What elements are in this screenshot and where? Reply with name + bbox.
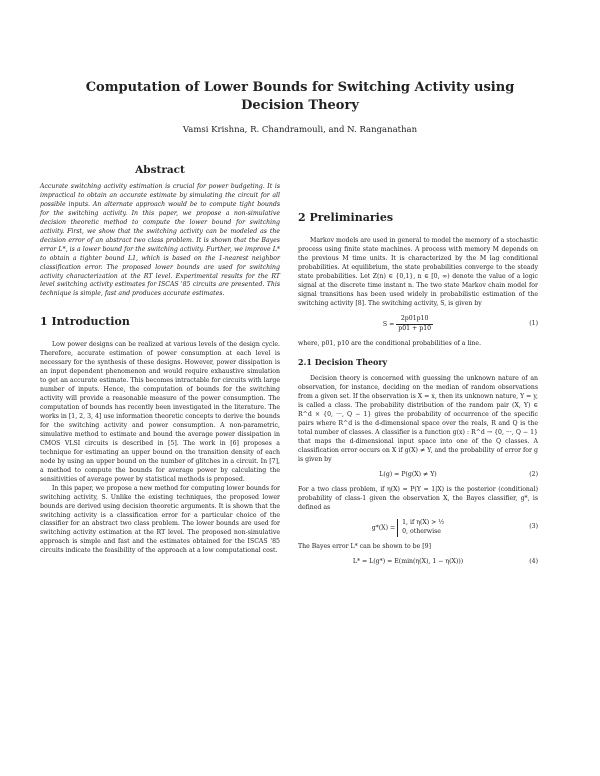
equation-1-lhs: S = [382,320,395,328]
abstract-text: Accurate switching activity estimation is crucial for power budgeting. It is impractical to obtain an accurate estimate by simulating the circuit for all possible inputs. An alternate approach would be to compute tight bounds for the switching activity. In this paper, we propose a non-simulative decision theoretic method to compute the lower bound for switching activity. First, we show that the switching activity can be modeled as the decision error of an abstract two class problem. It is shown that the Bayes error L*, is a lower bound for the switching activity. Further, we improve L* to obtain a tighter bound L1, which is based on the 1-nearest neighbor classification error. The proposed lower bounds are used for switching activity characterization at the RT level. Experimental results for the RT level switching activity estimates for ISCAS '85 circuits are presented. This technique is simple, fast and produces accurate estimates. [40,183,280,298]
equation-1-fraction [396,315,433,334]
equation-2-number: (2) [529,470,538,478]
preliminaries-heading: 2 Preliminaries [298,211,394,224]
equation-1-numerator: 2p01p10 [396,315,433,325]
abstract-section [40,163,280,299]
equation-3-lhs: g*(X) = [371,524,396,532]
equation-1 [298,315,538,334]
introduction-paragraph-1: Low power designs can be realized at various levels of the design cycle. Therefore, accurate estimation of power consumption at each level is necessary for the synthesis of these designs. However, power dissipation is an input dependent phenomenon and would require exhaustive simulation to get an accurate estimate. This becomes intractable for circuits with large number of inputs. Hence, the computation of bounds for the switching activity will provide a reasonable measure of the power consumption. The computation of bounds has recently been investigated in the literature. The works in [1, 2, 3, 4] use information theoretic concepts to derive the bounds for the switching activity and power consumption. A non-parametric, simulative method to estimate and bound the average power dissipation in CMOS VLSI circuits is described in [5]. The work in [6] proposes a technique for estimating an upper bound on the transition density of each node by using an upper bound on the number of glitches in a circuit. In [7], a method to compute the bounds for average power by calculating the sensitivities of average power by statistical methods is proposed. [40,341,280,483]
equation-1-number: (1) [529,319,538,327]
equation-2-body: L(g) = P(g(X) ≠ Y) [379,470,437,478]
introduction-paragraph-2: In this paper, we propose a new method for computing lower bounds for switching activity, S. Unlike the existing techniques, the proposed lower bounds are derived using decision theoretic arguments. It is shown that the switching activity is a classification error for a particular choice of the classifier for an abstract two class problem. The lower bounds are used for switching activity estimation at the RT level. The proposed non-simulative approach is simple and fast and the estimates obtained for the ISCAS '85 circuits indicate the feasibility of the approach at a low computational cost. [40,484,280,555]
equation-4 [298,558,538,567]
equation-1-denominator: p01 + p10 [398,324,432,332]
authors: Vamsi Krishna, R. Chandramouli, and N. Ranganathan [182,125,418,135]
equation-4-number: (4) [529,557,538,565]
right-column [298,179,538,573]
decision-theory-paragraph-1: Decision theory is concerned with guessing the unknown nature of an observation, for instance, deciding on the median of random observations from a given set. If the observation is X = x, then its unknown nature, Y = y, is called a class. The probability distribution of the random pair (X, Y) ∈ R^d × {0, ···, Q − 1} gives the probability of occurrence of the specific pairs where R^d is the d-dimensional space over the reals, R and Q is the total number of classes. A classifier is a function g(x) : R^d → {0, ···, Q − 1} that maps the d-dimensional input space into one of the Q classes. A classification error occurs on X if g(X) ≠ Y, and the probability of error for g is given by [298,375,538,464]
equation-3 [298,519,538,537]
decision-theory-heading: 2.1 Decision Theory [298,357,388,368]
equation-2 [298,471,538,480]
equation-3-cases [397,519,444,537]
equation-3-case-1: 1, if η(X) > ½ [402,518,445,526]
abstract-heading: Abstract [135,164,185,176]
preliminaries-paragraph-1: Markov models are used in general to model the memory of a stochastic process using finite state machines. A process with memory M depends on the previous M time units. It is characterized by the M lag conditional probabilities. At equilibrium, the state probabilities converge to the steady state probabilities. Let Z(n) ∈ {0,1}, n ∈ [0, ∞) denote the value of a logic signal at the discrete time instant n. The two state Markov chain model for signal transitions has been used widely in probabilistic estimation of the switching activity [8]. The switching activity, S, is given by [298,237,538,307]
equation-3-case-2: 0, otherwise [402,527,441,535]
decision-theory-paragraph-2: For a two class problem, if η(X) = P(Y = 1|X) is the posterior (conditional) probability of class-1 given the observation X, the Bayes classifier, g*, is defined as [298,485,538,511]
left-column [40,163,280,556]
introduction-heading: 1 Introduction [40,315,130,329]
paper-title: Computation of Lower Bounds for Switching Activity using Decision Theory [85,80,515,113]
preliminaries-paragraph-2: where, p01, p10 are the conditional probabilities of a line. [298,339,482,347]
decision-theory-paragraph-3: The Bayes error L* can be shown to be [9] [298,542,432,550]
equation-4-body: L* = L(g*) = E(min(η(X), 1 − η(X))) [352,557,464,565]
equation-3-number: (3) [529,523,538,531]
